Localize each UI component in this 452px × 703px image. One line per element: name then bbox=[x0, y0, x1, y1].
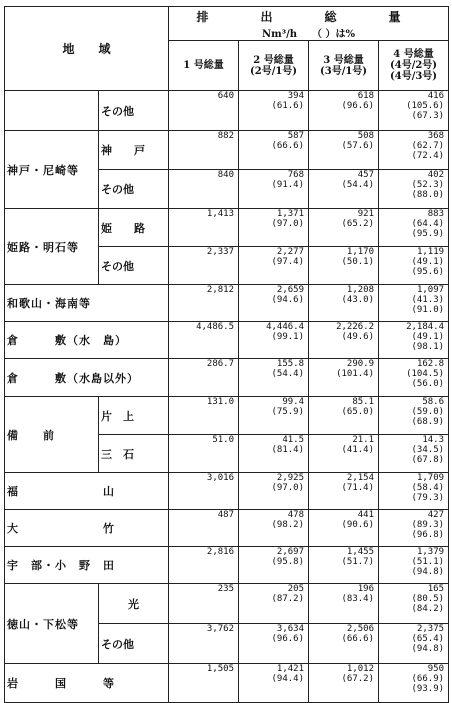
emission-table bbox=[4, 6, 449, 703]
subregion-cell: その他 bbox=[99, 624, 169, 664]
col4-header-line: (4号/2号) bbox=[390, 60, 438, 71]
subregion-cell: 光 bbox=[99, 584, 169, 624]
table-row bbox=[5, 359, 449, 397]
value-col4: 416 (105.6) (67.3) bbox=[379, 91, 449, 131]
subregion-cell bbox=[99, 285, 169, 322]
value-col2: 41.5 (81.4) bbox=[239, 435, 309, 473]
value-col1: 1,413 bbox=[169, 209, 239, 247]
value-col3: 1,170 (50.1) bbox=[309, 247, 379, 285]
value-col2: 155.8 (54.4) bbox=[239, 359, 309, 397]
value-col1: 840 bbox=[169, 170, 239, 209]
value-col2: 478 (98.2) bbox=[239, 510, 309, 547]
table-row bbox=[5, 322, 449, 359]
value-col2: 205 (87.2) bbox=[239, 584, 309, 624]
value-col2: 587 (66.6) bbox=[239, 131, 309, 170]
region-cell: 大 竹 bbox=[5, 510, 169, 547]
value-col1: 4,486.5 bbox=[169, 322, 239, 359]
unit-label: Nm³/h （ ）は% bbox=[262, 28, 356, 40]
value-col3: 85.1 (65.0) bbox=[309, 397, 379, 435]
col2-header-line: 2 号総量 bbox=[253, 54, 294, 66]
value-col1: 640 bbox=[169, 91, 239, 131]
table-row bbox=[5, 91, 449, 131]
subregion-cell: その他 bbox=[99, 170, 169, 209]
table-row bbox=[5, 584, 449, 624]
col4-header bbox=[379, 41, 449, 91]
value-col2: 1,371 (97.0) bbox=[239, 209, 309, 247]
value-col1: 51.0 bbox=[169, 435, 239, 473]
total-label: 排 出 総 量 bbox=[196, 9, 421, 24]
value-col1: 3,016 bbox=[169, 473, 239, 510]
value-col1: 2,812 bbox=[169, 285, 239, 322]
value-col1: 286.7 bbox=[169, 359, 239, 397]
value-col2: 2,925 (97.0) bbox=[239, 473, 309, 510]
value-col3: 508 (57.6) bbox=[309, 131, 379, 170]
table-row bbox=[5, 473, 449, 510]
value-col1: 1,505 bbox=[169, 664, 239, 703]
region-cell: 倉 敷（水島以外） bbox=[5, 359, 169, 397]
value-col1: 3,762 bbox=[169, 624, 239, 664]
col3-header-line: (3号/1号) bbox=[320, 65, 368, 77]
table-row bbox=[5, 664, 449, 703]
table-row bbox=[5, 397, 449, 435]
value-col3: 618 (96.6) bbox=[309, 91, 379, 131]
subregion-cell: 片 上 bbox=[99, 397, 169, 435]
value-col4: 402 (52.3) (88.0) bbox=[379, 170, 449, 209]
value-col4: 2,184.4 (49.1) (98.1) bbox=[379, 322, 449, 359]
value-col3: 2,226.2 (49.6) bbox=[309, 322, 379, 359]
value-col1: 131.0 bbox=[169, 397, 239, 435]
value-col3: 441 (90.6) bbox=[309, 510, 379, 547]
region-cell: 倉 敷（水 島） bbox=[5, 322, 169, 359]
table-row bbox=[5, 510, 449, 547]
value-col4: 1,379 (51.1) (94.8) bbox=[379, 547, 449, 584]
value-col3: 21.1 (41.4) bbox=[309, 435, 379, 473]
value-col1: 2,816 bbox=[169, 547, 239, 584]
value-col3: 1,455 (51.7) bbox=[309, 547, 379, 584]
value-col2: 3,634 (96.6) bbox=[239, 624, 309, 664]
region-cell: 姫路・明石等 bbox=[5, 209, 99, 285]
value-col2: 1,421 (94.4) bbox=[239, 664, 309, 703]
col1-header: 1 号総量 bbox=[169, 41, 239, 91]
value-col4: 58.6 (59.0) (68.9) bbox=[379, 397, 449, 435]
value-col1: 882 bbox=[169, 131, 239, 170]
value-col3: 921 (65.2) bbox=[309, 209, 379, 247]
region-cell: 神戸・尼崎等 bbox=[5, 131, 99, 209]
col4-header-line: 4 号総量 bbox=[393, 49, 434, 60]
value-col2: 394 (61.6) bbox=[239, 91, 309, 131]
value-col4: 162.8 (104.5) (56.0) bbox=[379, 359, 449, 397]
table-row bbox=[5, 209, 449, 247]
col4-header-line: (4号/3号) bbox=[390, 71, 438, 82]
value-col4: 1,097 (41.3) (91.0) bbox=[379, 285, 449, 322]
value-col3: 196 (83.4) bbox=[309, 584, 379, 624]
value-col2: 2,277 (97.4) bbox=[239, 247, 309, 285]
subregion-cell: その他 bbox=[99, 247, 169, 285]
col2-header bbox=[239, 41, 309, 91]
region-cell: 福 山 bbox=[5, 473, 169, 510]
value-col4: 427 (89.3) (96.8) bbox=[379, 510, 449, 547]
value-col4: 883 (64.4) (95.9) bbox=[379, 209, 449, 247]
region-header: 地 域 bbox=[5, 7, 169, 91]
value-col2: 2,697 (95.8) bbox=[239, 547, 309, 584]
value-col2: 768 (91.4) bbox=[239, 170, 309, 209]
table-row bbox=[5, 131, 449, 170]
col3-header-line: 3 号総量 bbox=[323, 54, 364, 66]
value-col3: 1,012 (67.2) bbox=[309, 664, 379, 703]
region-cell: 岩 国 等 bbox=[5, 664, 169, 703]
value-col4: 368 (62.7) (72.4) bbox=[379, 131, 449, 170]
value-col2: 99.4 (75.9) bbox=[239, 397, 309, 435]
value-col4: 950 (66.9) (93.9) bbox=[379, 664, 449, 703]
total-header bbox=[169, 7, 449, 41]
value-col1: 2,337 bbox=[169, 247, 239, 285]
value-col4: 2,375 (65.4) (94.8) bbox=[379, 624, 449, 664]
region-cell: 徳山・下松等 bbox=[5, 584, 99, 664]
value-col3: 2,154 (71.4) bbox=[309, 473, 379, 510]
value-col2: 4,446.4 (99.1) bbox=[239, 322, 309, 359]
region-cell: 備 前 bbox=[5, 397, 99, 473]
value-col4: 14.3 (34.5) (67.8) bbox=[379, 435, 449, 473]
value-col3: 457 (54.4) bbox=[309, 170, 379, 209]
col3-header bbox=[309, 41, 379, 91]
col2-header-line: (2号/1号) bbox=[250, 65, 298, 77]
subregion-cell: その他 bbox=[99, 91, 169, 131]
region-cell: 宇 部・小 野 田 bbox=[5, 547, 169, 584]
value-col1: 235 bbox=[169, 584, 239, 624]
value-col1: 487 bbox=[169, 510, 239, 547]
region-cell bbox=[5, 91, 99, 131]
subregion-cell: 三 石 bbox=[99, 435, 169, 473]
value-col2: 2,659 (94.6) bbox=[239, 285, 309, 322]
value-col3: 2,506 (66.6) bbox=[309, 624, 379, 664]
value-col3: 1,208 (43.0) bbox=[309, 285, 379, 322]
value-col4: 165 (80.5) (84.2) bbox=[379, 584, 449, 624]
subregion-cell: 姫 路 bbox=[99, 209, 169, 247]
subregion-cell: 神 戸 bbox=[99, 131, 169, 170]
table-row bbox=[5, 547, 449, 584]
region-cell: 和歌山・海南等 bbox=[5, 285, 99, 322]
table-row bbox=[5, 285, 449, 322]
value-col4: 1,119 (49.1) (95.6) bbox=[379, 247, 449, 285]
value-col4: 1,709 (58.4) (79.3) bbox=[379, 473, 449, 510]
value-col3: 290.9 (101.4) bbox=[309, 359, 379, 397]
